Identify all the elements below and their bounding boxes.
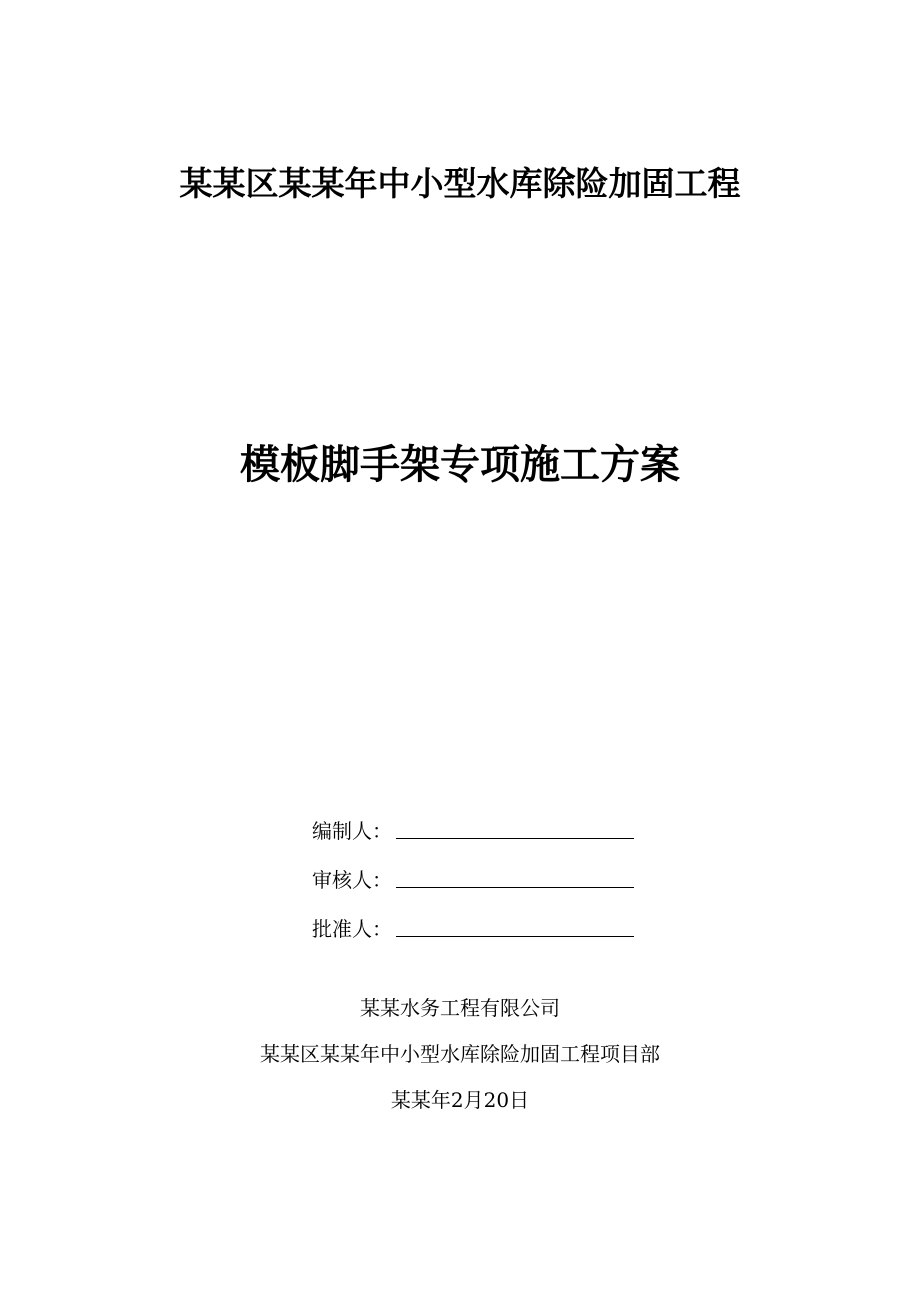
project-title: 某某区某某年中小型水库除险加固工程 [179, 164, 741, 203]
compiler-label: 编制人： [312, 819, 392, 843]
document-title: 模板脚手架专项施工方案 [240, 441, 680, 488]
reviewer-label: 审核人： [312, 868, 392, 892]
document-date: 某某年2月20日 [390, 1088, 530, 1112]
signature-block [312, 796, 652, 943]
approver-label: 批准人： [312, 917, 392, 941]
company-name: 某某水务工程有限公司 [360, 996, 560, 1020]
reviewer-signature-line [396, 886, 634, 888]
signature-row-compiler [312, 796, 652, 845]
approver-signature-line [396, 935, 634, 937]
project-department: 某某区某某年中小型水库除险加固工程项目部 [260, 1042, 660, 1066]
footer-block [0, 985, 920, 1123]
signature-row-reviewer [312, 845, 652, 894]
compiler-signature-line [396, 837, 634, 839]
signature-row-approver [312, 894, 652, 943]
